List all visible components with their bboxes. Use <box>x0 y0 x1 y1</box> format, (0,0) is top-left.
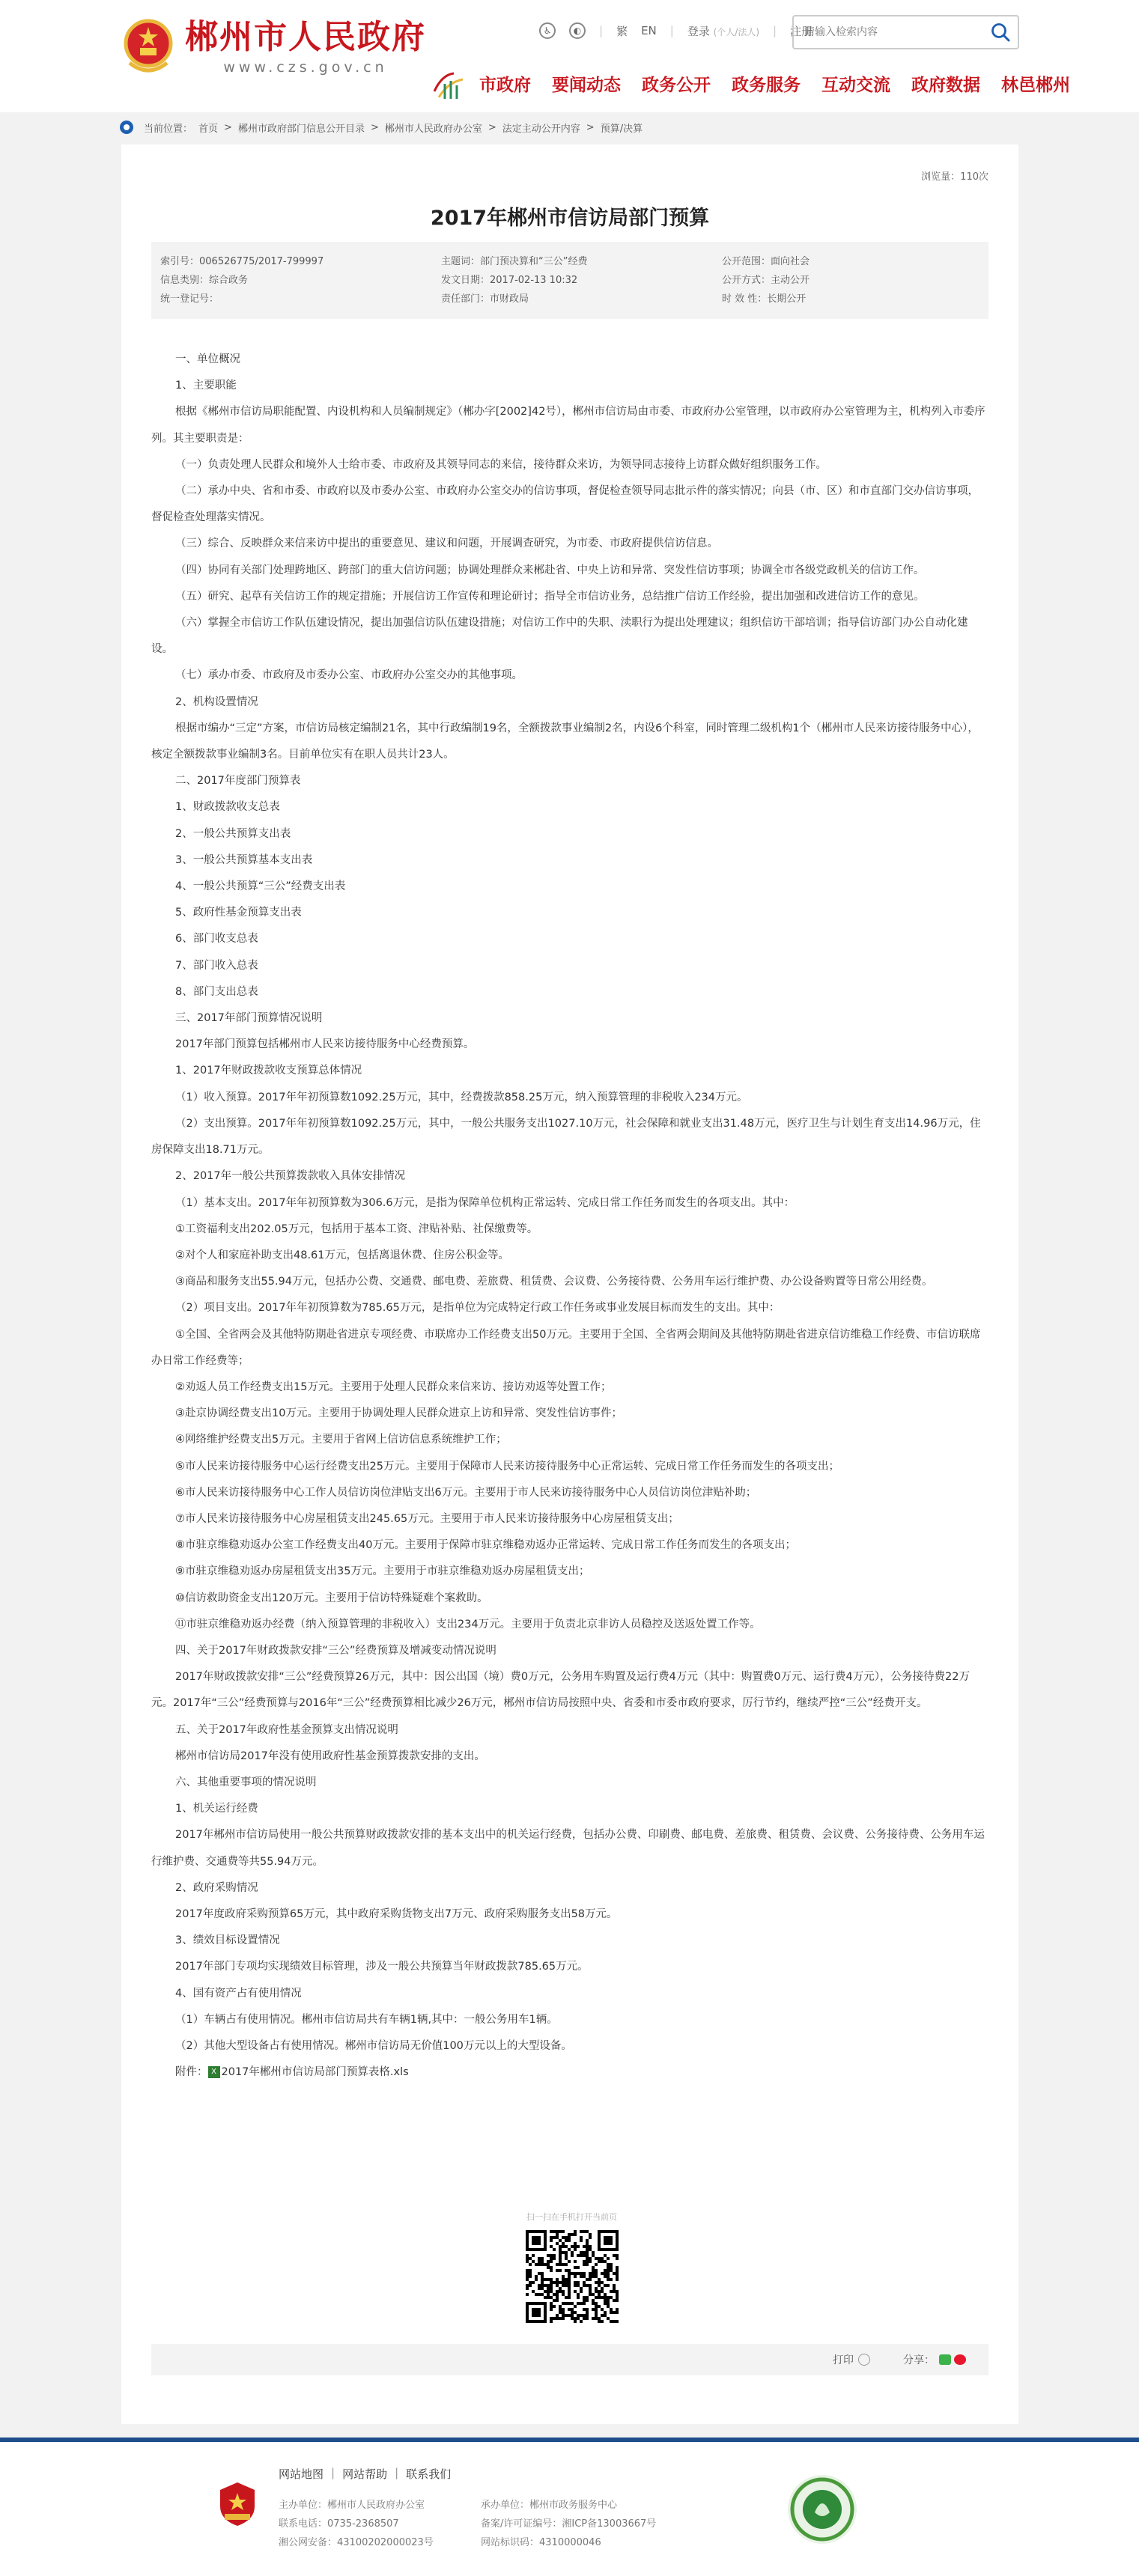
attachment-line <box>175 2059 988 2086</box>
qr-code-icon <box>523 2227 622 2326</box>
qr-caption: 扫一扫在手机打开当前页 <box>526 2212 617 2222</box>
article-paragraph: 三、2017年部门预算情况说明 <box>175 1012 323 1025</box>
meta-keywords: 主题词：部门预决算和“三公”经费 <box>441 256 588 267</box>
attachment-link[interactable]: 2017年郴州市信访局部门预算表格.xls <box>221 2066 409 2079</box>
meta-row <box>160 290 979 308</box>
login-note: (个人/法人) <box>713 26 760 37</box>
footer-contact-link[interactable]: 联系我们 <box>406 2467 452 2481</box>
article-paragraph: 4、国有资产占有使用情况 <box>175 1987 302 2000</box>
article-paragraph: ⑩信访救助资金支出120万元。主要用于信访特殊疑难个案救助。 <box>175 1592 488 1604</box>
article-paragraph: ⑪市驻京维稳劝返办经费（纳入预算管理的非税收入）支出234万元。主要用于负责北京非访人员稳控及送返处置工作等。 <box>175 1618 761 1630</box>
article-meta <box>151 242 988 319</box>
share-group <box>903 2352 966 2367</box>
site-logo[interactable] <box>122 16 426 76</box>
article-paragraph: 一、单位概况 <box>175 353 240 365</box>
meta-validity: 时 效 性：长期公开 <box>722 293 807 305</box>
article-paragraph: （2）项目支出。2017年年初预算数为785.65万元，是指单位为完成特定行政工作任务或事业发展目标而发生的支出。其中： <box>175 1302 780 1315</box>
article-paragraph: 2017年度政府采购预算65万元，其中政府采购货物支出7万元、政府采购服务支出58万元。 <box>175 1907 618 1920</box>
article-paragraph: 3、一般公共预算基本支出表 <box>175 853 313 866</box>
national-emblem-icon <box>122 16 174 76</box>
article-paragraph: ⑥市人民来访接待服务中心工作人员信访岗位津贴支出6万元。主要用于市人民来访接待服务中心人员信访岗位津贴补助； <box>175 1486 757 1499</box>
location-pin-icon <box>120 121 133 134</box>
breadcrumb <box>120 118 643 136</box>
article-paragraph: ③赴京协调经费支出10万元。主要用于协调处理人民群众进京上访和异常、突发性信访事件； <box>175 1407 622 1420</box>
breadcrumb-budget[interactable]: 预算/决算 <box>600 123 643 135</box>
meta-method: 公开方式：主动公开 <box>722 275 810 286</box>
article-paragraph: 1、2017年财政拨款收支预算总体情况 <box>175 1065 362 1077</box>
footer-info-row <box>279 2515 713 2533</box>
footer-info-row <box>279 2496 713 2515</box>
breadcrumb-sep: > <box>224 121 232 133</box>
article-paragraph: ④网络维护经费支出5万元。主要用于省网上信访信息系统维护工作； <box>175 1434 507 1446</box>
site-header <box>0 0 1139 112</box>
article-paragraph: 2、2017年一般公共预算拨款收入具体安排情况 <box>175 1170 406 1183</box>
breadcrumb-sep: > <box>370 121 379 133</box>
footer-sponsor: 主办单位：郴州市人民政府办公室 <box>279 2500 425 2511</box>
article-paragraph: 2017年郴州市信访局使用一般公共预算财政拨款安排的基本支出中的机关运行经费，包括办公费、印刷费、邮电费、差旅费、租赁费、会议费、公务接待费、公务用车运行维护费、交通费等共55.94万元。 <box>151 1829 985 1868</box>
article-paragraph: 3、绩效目标设置情况 <box>175 1934 280 1947</box>
divider: | <box>669 24 674 37</box>
article-paragraph: 1、机关运行经费 <box>175 1803 258 1815</box>
article-paragraph: 7、部门收入总表 <box>175 959 258 972</box>
site-name: 郴州市人民政府 <box>185 18 426 56</box>
utility-bar <box>539 22 813 39</box>
article-paragraph: 8、部门支出总表 <box>175 985 258 998</box>
meta-date: 发文日期：2017-02-13 10:32 <box>441 275 578 286</box>
divider: | <box>331 2466 335 2479</box>
register-link[interactable]: 注册 <box>790 24 813 38</box>
accessibility-icon[interactable]: ♿ <box>539 22 556 39</box>
attachment-label: 附件： <box>175 2066 208 2079</box>
article-paragraph: ⑧市驻京维稳劝返办公室工作经费支出40万元。主要用于保障市驻京维稳劝返办正常运转、完成日常工作任务而发生的各项支出； <box>175 1539 796 1552</box>
article-paragraph: 四、关于2017年财政拨款安排“三公”经费预算及增减变动情况说明 <box>175 1644 496 1657</box>
meta-scope: 公开范围：面向社会 <box>722 256 810 267</box>
article-title: 2017年郴州市信访局部门预算 <box>430 207 710 230</box>
nav-item-news[interactable]: 要闻动态 <box>552 76 621 95</box>
article-paragraph: 5、政府性基金预算支出表 <box>175 907 302 919</box>
print-label: 打印 <box>833 2354 854 2366</box>
footer-police-record[interactable]: 湘公网安备：43100202000023号 <box>279 2537 434 2548</box>
article-paragraph: ⑦市人民来访接待服务中心房屋租赁支出245.65万元。主要用于市人民来访接待服务中心房屋租赁支出； <box>175 1512 679 1525</box>
breadcrumb-sep: > <box>586 121 595 133</box>
site-footer <box>0 2438 1139 2576</box>
article-paragraph: 1、财政拨款收支总表 <box>175 801 280 814</box>
article-paragraph: 郴州市信访局2017年没有使用政府性基金预算拨款安排的支出。 <box>175 1750 485 1762</box>
article-paragraph: （一）负责处理人民群众和境外人士给市委、市政府及其领导同志的来信，接待群众来访，为领导同志接待上访群众做好组织服务工作。 <box>175 458 827 471</box>
breadcrumb-office[interactable]: 郴州市人民政府办公室 <box>384 123 482 135</box>
article-paragraph: （四）协同有关部门处理跨地区、跨部门的重大信访问题；协调处理群众来郴赴省、中央上访和异常、突发性信访事项；协调全市各级党政机关的信访工作。 <box>175 564 925 576</box>
meta-registration: 统一登记号： <box>160 293 219 305</box>
login-link[interactable]: 登录 (个人/法人) <box>687 24 760 38</box>
article-paragraph: 二、2017年度部门预算表 <box>175 775 301 788</box>
article-paragraph: 五、关于2017年政府性基金预算支出情况说明 <box>175 1723 398 1736</box>
divider: | <box>395 2466 399 2479</box>
nav-item-city-government[interactable]: 市政府 <box>479 76 531 95</box>
traditional-chinese-link[interactable]: 繁 <box>616 24 628 38</box>
article-paragraph: 2、一般公共预算支出表 <box>175 827 291 840</box>
breadcrumb-label: 当前位置： <box>144 123 193 135</box>
nav-item-linyi-chenzhou[interactable]: 林邑郴州 <box>1001 76 1070 95</box>
footer-help-link[interactable]: 网站帮助 <box>342 2467 388 2481</box>
article-body <box>151 347 988 2086</box>
article-paragraph: 1、主要职能 <box>175 380 237 392</box>
nav-item-government-affairs[interactable]: 政务公开 <box>642 76 711 95</box>
print-button[interactable] <box>833 2352 870 2367</box>
error-correction-seal-icon[interactable] <box>786 2473 858 2545</box>
article-paragraph: 2、政府采购情况 <box>175 1881 258 1894</box>
footer-site-code: 网站标识码：4310000046 <box>481 2537 601 2548</box>
divider: | <box>599 24 604 37</box>
article-paragraph: 六、其他重要事项的情况说明 <box>175 1776 317 1788</box>
article-paragraph: （2）其他大型设备占有使用情况。郴州市信访局无价值100万元以上的大型设备。 <box>175 2040 572 2052</box>
meta-index-number: 索引号：006526775/2017-799997 <box>160 256 324 267</box>
footer-links <box>279 2466 451 2482</box>
main-nav <box>431 69 1070 102</box>
nav-item-data[interactable]: 政府数据 <box>911 76 980 95</box>
article-paragraph: 6、部门收支总表 <box>175 933 258 946</box>
article-paragraph: 2017年财政拨款安排“三公”经费预算26万元，其中：因公出国（境）费0万元，公务用车购置及运行费4万元（其中：购置费0万元、运行费4万元），公务接待费22万元。2017年“三公”经费预算与2016年“三公”经费预算相比减少26万元，郴州市信访局按照中央、省委和市委市政府要求，厉行节约，继续严控“三公”经费开支。 <box>151 1671 970 1710</box>
footer-sitemap-link[interactable]: 网站地图 <box>279 2467 324 2481</box>
article-paragraph: （2）支出预算。2017年年初预算数1092.25万元，其中，一般公共服务支出1027.10万元，社会保障和就业支出31.48万元，医疗卫生与计划生育支出14.96万元，住房保障支出18.71万元。 <box>151 1117 981 1157</box>
article-paragraph: ⑤市人民来访接待服务中心运行经费支出25万元。主要用于保障市人民来访接待服务中心正常运转、完成日常工作任务而发生的各项支出； <box>175 1460 839 1473</box>
article-paragraph: （1）车辆占有使用情况。郴州市信访局共有车辆1辆,其中：一般公务用车1辆。 <box>175 2013 558 2026</box>
meta-row <box>160 271 979 290</box>
article-paragraph: （七）承办市委、市政府及市委办公室、市政府办公室交办的其他事项。 <box>175 669 523 682</box>
article-paragraph: 2017年部门专项均实现绩效目标管理，涉及一般公共预算当年财政拨款785.65万元。 <box>175 1961 589 1973</box>
article-paragraph: 根据《郴州市信访局职能配置、内设机构和人员编制规定》（郴办字[2002]42号），郴州市信访局由市委、市政府办公室管理，以市政府办公室管理为主，机构列入市委序列。其主要职责是： <box>151 406 985 445</box>
excel-file-icon: X <box>208 2066 220 2078</box>
party-gov-badge-icon[interactable] <box>217 2481 258 2527</box>
article-paragraph: （1）基本支出。2017年年初预算数为306.6万元，是指为保障单位机构正常运转、完成日常工作任务而发生的各项支出。其中： <box>175 1196 795 1209</box>
share-label: 分享： <box>903 2354 935 2366</box>
breadcrumb-sep: > <box>488 121 496 133</box>
article-paragraph: ①工资福利支出202.05万元，包括用于基本工资、津贴补贴、社保缴费等。 <box>175 1222 538 1235</box>
article-paragraph: 根据市编办“三定”方案，市信访局核定编制21名，其中行政编制19名，全额拨款事业编制2名，内设6个科室，同时管理二级机构1个（郴州市人民来访接待服务中心），核定全额拨款事业编制3名。目前单位实有在职人员共计23人。 <box>151 722 979 761</box>
view-count: 浏览量：110次 <box>921 171 988 183</box>
article-paragraph: ②对个人和家庭补助支出48.61万元，包括离退休费、住房公积金等。 <box>175 1249 510 1261</box>
article-paragraph: ⑨市驻京维稳劝返办房屋租赁支出35万元。主要用于市驻京维稳劝返办房屋租赁支出； <box>175 1565 590 1578</box>
nav-item-interaction[interactable]: 互动交流 <box>821 76 890 95</box>
article-paragraph: （三）综合、反映群众来信来访中提出的重要意见、建议和问题，开展调查研究，为市委、市政府提供信访信息。 <box>175 538 718 550</box>
footer-info <box>279 2496 713 2552</box>
article-paragraph: （六）掌握全市信访工作队伍建设情况，提出加强信访队伍建设措施；对信访工作中的失职、渎职行为提出处理建议；组织信访干部培训；指导信访部门办公自动化建设。 <box>151 617 968 656</box>
qr-code-block <box>521 2211 622 2329</box>
article-container <box>121 144 1018 2424</box>
search-icon <box>990 22 1011 43</box>
article-paragraph: ②劝返人员工作经费支出15万元。主要用于处理人民群众来信来访、接访劝返等处置工作； <box>175 1380 612 1393</box>
wechat-icon[interactable] <box>939 2354 951 2365</box>
article-paragraph: ③商品和服务支出55.94万元，包括办公费、交通费、邮电费、差旅费、租赁费、会议费、公务接待费、公务用车运行维护费、办公设备购置等日常公用经费。 <box>175 1276 933 1288</box>
article-paragraph: （五）研究、起草有关信访工作的规定措施；开展信访工作宣传和理论研讨；指导全市信访业务，总结推广信访工作经验，提出加强和改进信访工作的意见。 <box>175 590 925 603</box>
meta-department: 责任部门：市财政局 <box>441 293 529 305</box>
footer-info-row <box>279 2533 713 2552</box>
search-button[interactable] <box>983 16 1018 48</box>
home-icon[interactable] <box>431 69 467 102</box>
meta-row <box>160 252 979 271</box>
elder-mode-icon[interactable]: ◐ <box>569 22 586 39</box>
meta-category: 信息类别：综合政务 <box>160 275 249 286</box>
search-box <box>792 15 1019 49</box>
nav-item-services[interactable]: 政务服务 <box>732 76 801 95</box>
article-paragraph: 2、机构设置情况 <box>175 695 258 708</box>
breadcrumb-home[interactable]: 首页 <box>198 123 219 135</box>
search-input[interactable] <box>794 26 983 38</box>
weibo-icon[interactable] <box>954 2354 966 2365</box>
footer-operator: 承办单位：郴州市政务服务中心 <box>481 2500 618 2511</box>
breadcrumb-catalog[interactable]: 郴州市政府部门信息公开目录 <box>237 123 365 135</box>
footer-icp[interactable]: 备案/许可证编号：湘ICP备13003667号 <box>481 2518 657 2530</box>
article-paragraph: （1）收入预算。2017年年初预算数1092.25万元，其中，经费拨款858.25万元，纳入预算管理的非税收入234万元。 <box>175 1091 748 1103</box>
footer-phone: 联系电话：0735-2368507 <box>279 2518 399 2530</box>
print-icon <box>858 2354 870 2366</box>
article-paragraph: ①全国、全省两会及其他特防期赴省进京专项经费、市联席办工作经费支出50万元。主要用于全国、全省两会期间及其他特防期赴省进京信访维稳工作经费、市信访联席办日常工作经费等； <box>151 1328 981 1367</box>
share-bar <box>151 2344 988 2375</box>
article-paragraph: 4、一般公共预算“三公”经费支出表 <box>175 880 346 893</box>
divider: | <box>773 24 777 37</box>
english-link[interactable]: EN <box>641 24 657 37</box>
breadcrumb-disclosure[interactable]: 法定主动公开内容 <box>502 123 580 135</box>
article-paragraph: （二）承办中央、省和市委、市政府以及市委办公室、市政府办公室交办的信访事项，督促检查领导同志批示件的落实情况；向县（市、区）和市直部门交办信访事项，督促检查处理落实情况。 <box>151 485 979 524</box>
article-paragraph: 2017年部门预算包括郴州市人民来访接待服务中心经费预算。 <box>175 1038 475 1051</box>
site-url: www.czs.gov.cn <box>223 59 388 76</box>
